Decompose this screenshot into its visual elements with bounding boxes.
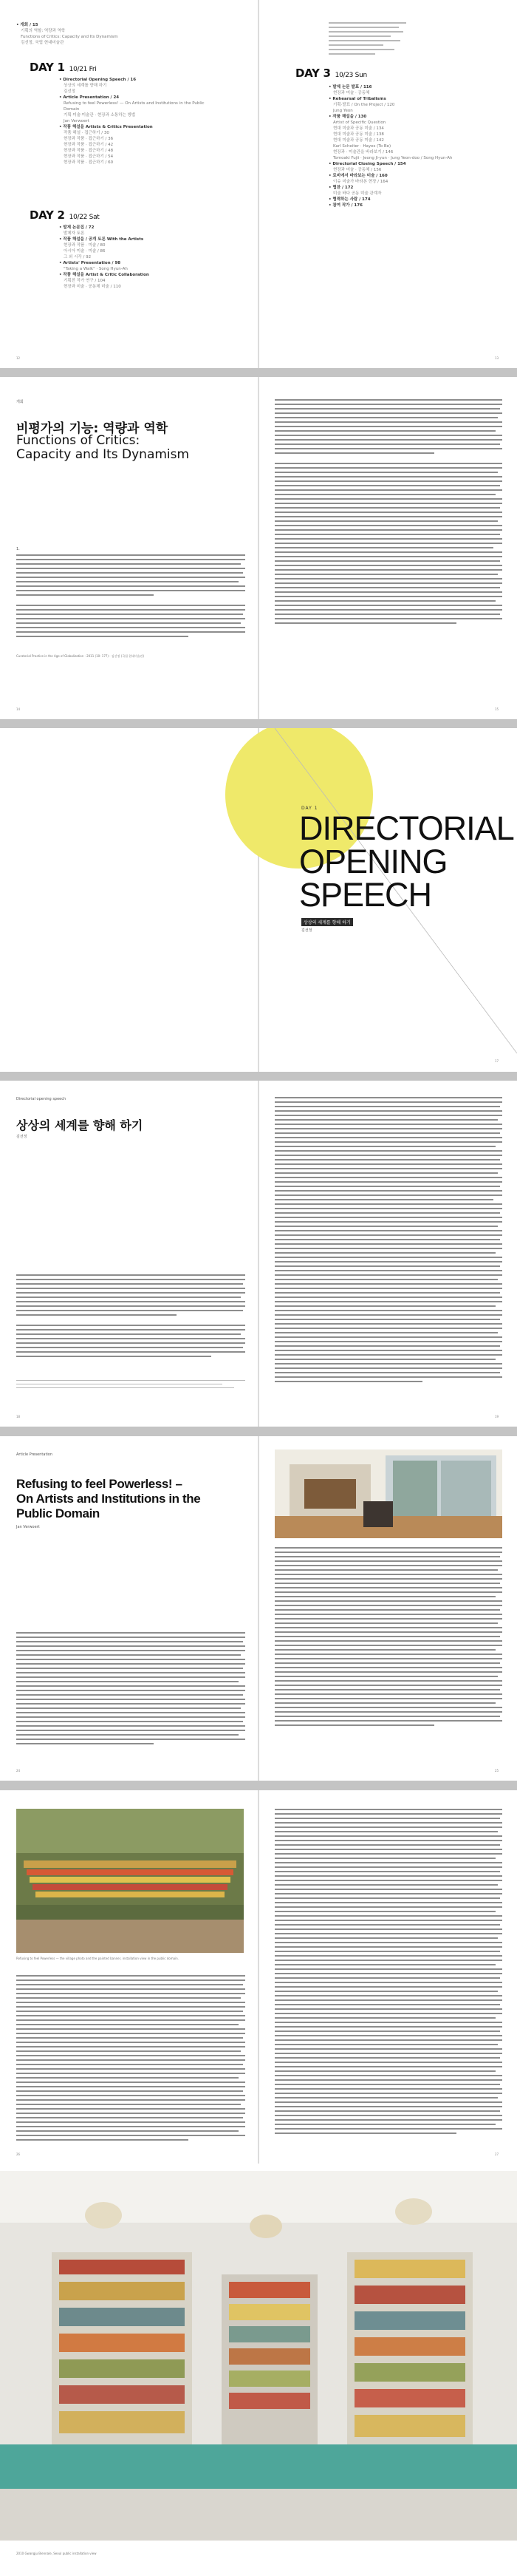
- day2-date: 10/22 Sat: [69, 214, 100, 221]
- interior-photo-illustration: [275, 1450, 502, 1538]
- author: 김선정: [16, 1135, 27, 1139]
- body-text-left: [16, 554, 245, 640]
- body-text-right: [275, 1809, 502, 2137]
- schedule-item-detail: Tomoaki Fujii · Jeong Ji-yun · Jung Yeon-doo / Song Hyun-Ah: [333, 156, 453, 160]
- schedule-item-detail: Refusing to feel Powerless! — On Artists and Institutions in the Public Domain: [64, 101, 205, 112]
- day2-label: DAY 2: [30, 208, 65, 222]
- page-number-right: 27: [495, 2152, 499, 2156]
- schedule-item-detail: Functions of Critics: Capacity and Its Dynamism: [21, 35, 118, 39]
- schedule-item-detail: 기획의 역할: 역량과 역학: [21, 29, 66, 33]
- schedule-item-detail: 기획전 작가 연구 / 104: [64, 279, 106, 283]
- schedule-item-detail: 김선정, 국립 현대미술관: [21, 41, 64, 45]
- schedule-item-title: • Article Presentation / 24: [59, 95, 120, 100]
- body-text-left: [16, 1632, 245, 1747]
- gutter: [258, 1790, 259, 2164]
- schedule-item-detail: 현장과 작품 · 접근하기 / 54: [64, 154, 114, 159]
- schedule-item-detail: 현장과 작품 · 접근하기 / 42: [64, 143, 114, 147]
- schedule-item-title: • 협력하는 사람 / 174: [329, 197, 371, 202]
- title-english-line-1: Functions of Critics:: [16, 433, 140, 448]
- day1-date: 10/21 Fri: [69, 66, 97, 73]
- day2-heading: [30, 208, 100, 222]
- schedule-item-detail: Artist of Specific Question: [333, 120, 386, 125]
- body-text-left: [16, 1274, 245, 1360]
- subtitle-badge: 상상의 세계를 향해 하기: [301, 918, 353, 926]
- page-number-right: 13: [495, 356, 499, 360]
- schedule-item-detail: 현장과 작품 · 접근하기 / 48: [64, 149, 114, 153]
- page-number-right: 19: [495, 1415, 499, 1418]
- body-text-right: [275, 1547, 502, 1729]
- schedule-item-detail: 이슈 미술가 바라본 현장 / 164: [333, 180, 388, 184]
- schedule-item-detail: Jan Verwoert: [64, 119, 89, 123]
- schedule-item-detail: 현장과 작품 · 접근하기 / 60: [64, 160, 114, 165]
- gutter: [258, 1081, 259, 1427]
- schedule-item-detail: 상상의 세계를 향해 하기: [64, 84, 107, 88]
- day1-schedule: [59, 77, 207, 166]
- schedule-item-detail: 현장과 미술 · 공동체: [333, 91, 370, 95]
- schedule-item-detail: 현장과 · 미술관을 바라보기 / 146: [333, 150, 394, 154]
- schedule-item-detail: 작품 해설 · 접근하기 / 30: [64, 131, 109, 135]
- title-english-line-2: Capacity and Its Dynamism: [16, 447, 190, 462]
- photo-lanterns-courtyard: [16, 1809, 244, 1953]
- title-line-1: DIRECTORIAL: [299, 809, 514, 847]
- page-number-left: 18: [16, 1415, 21, 1418]
- page-number: 17: [495, 1059, 499, 1063]
- schedule-item-title: • 작품 해설을 / 130: [329, 115, 367, 119]
- schedule-item-detail: 미술 바다 공동 미술 관계자: [333, 191, 382, 196]
- day2-schedule: [59, 225, 207, 290]
- title-line-1: Refusing to feel Powerless! –: [16, 1477, 182, 1491]
- spread-opening-speech-text: [0, 1081, 517, 1427]
- schedule-item-detail: 발제자 토론: [64, 231, 85, 236]
- spread-refusing-powerless: [0, 1436, 517, 1781]
- spread-opening-speech-title: [0, 728, 517, 1072]
- schedule-item-detail: 현대 미술과 공동 미술 / 142: [333, 138, 384, 143]
- day3-heading: [295, 67, 367, 80]
- schedule-item-detail: 현장과 미술 · 공동체 미술 / 110: [64, 285, 121, 289]
- schedule-item-title: • 작품 해설을 Artist & Critic Collaboration: [59, 273, 149, 277]
- gutter: [258, 1436, 259, 1781]
- title-line-2: On Artists and Institutions in the: [16, 1492, 201, 1506]
- title-korean: 비평가의 기능: 역량과 역학: [16, 421, 168, 436]
- lanterns-photo-illustration: [16, 1809, 244, 1953]
- schedule-item-detail: 기획·발표 / On the Project / 120: [333, 103, 395, 107]
- body-text-right: [275, 399, 502, 627]
- schedule-item-title: • Artists' Presentation / 98: [59, 261, 121, 265]
- page-number-right: 15: [495, 707, 499, 711]
- day-label: DAY 1: [301, 806, 318, 811]
- title-korean: 상상의 세계를 향해 하기: [16, 1118, 143, 1132]
- photo-shop-interior: [0, 2171, 517, 2541]
- schedule-item-title: • Directorial Closing Speech / 154: [329, 162, 406, 166]
- spread-schedule: [0, 0, 517, 368]
- top-schedule-block: [16, 22, 120, 46]
- title-line-2: OPENING: [299, 843, 448, 880]
- running-head: Article Presentation: [16, 1452, 53, 1457]
- body-text-right: [275, 1097, 502, 1385]
- footnotes-left: [16, 1380, 245, 1391]
- photo-interior-window: [275, 1450, 502, 1538]
- author: Jan Verwoert: [16, 1525, 40, 1529]
- section-mark: 1.: [16, 547, 20, 551]
- schedule-item-detail: 아시아 미술 · 미술 / 86: [64, 249, 106, 254]
- author: 김선정: [301, 928, 312, 933]
- title-line-3: SPEECH: [299, 876, 432, 914]
- page-number-left: 26: [16, 2152, 21, 2156]
- schedule-item-detail: 현대 미술과 공동 미술 / 138: [333, 132, 384, 137]
- photo-caption-2: 2010 Gwangju Biennale, Seoul public installation view: [16, 2552, 97, 2555]
- schedule-item-detail: Karl Scheiter · Hayes (To Be): [333, 144, 391, 149]
- schedule-item-detail: 현장과 작품 · 미술 / 80: [64, 243, 106, 248]
- body-text-left: [16, 1975, 245, 2144]
- spread-photos: [0, 1790, 517, 2576]
- page-number-left: 12: [16, 356, 21, 360]
- running-head: Directorial opening speech: [16, 1097, 66, 1101]
- day1-heading: [30, 61, 96, 74]
- day3-schedule: [329, 84, 502, 208]
- schedule-item-detail: 기획·미술·미술관 · 현장과 소통하는 방법: [64, 113, 136, 118]
- schedule-item-title: • 발제 논문집 / 72: [59, 225, 95, 230]
- schedule-item-title: • 참여 작가 / 176: [329, 203, 363, 208]
- schedule-item-detail: "Taking a Walk" · Song Hyun-Ah: [64, 267, 128, 271]
- schedule-item-title: • 발제 논문 발표 / 116: [329, 85, 372, 89]
- decorative-graphics: [0, 728, 517, 1072]
- shop-photo-illustration: [0, 2171, 517, 2541]
- schedule-item-title: • 협찬 / 172: [329, 186, 354, 190]
- footnote: Curatorial Practice in the Age of Globalization · 2011 (10: 177) · 김선정 (국립 현대미술관): [16, 654, 145, 658]
- day3-label: DAY 3: [295, 67, 331, 80]
- title-line-3: Public Domain: [16, 1506, 100, 1520]
- schedule-item-title: • Directorial Opening Speech / 16: [59, 78, 137, 82]
- page-number-left: 14: [16, 707, 21, 711]
- schedule-item-detail: Jung Yeon: [333, 109, 353, 113]
- schedule-item-detail: 김선정: [64, 89, 75, 94]
- spread-functions-of-critics: [0, 377, 517, 719]
- schedule-item-detail: 그 외 시각 / 92: [64, 255, 92, 259]
- gutter: [258, 0, 259, 368]
- schedule-item-title: • Rehearsal of Tribalisms: [329, 97, 386, 101]
- schedule-item-detail: 현장과 작품 · 접근하기 / 36: [64, 137, 114, 141]
- day3-date: 10/23 Sun: [335, 72, 367, 79]
- schedule-item-title: • 작품 해설을 Artists & Critics Presentation: [59, 125, 153, 129]
- schedule-item-title: • 개회 / 15: [16, 23, 38, 27]
- page-number-right: 25: [495, 1769, 499, 1773]
- schedule-item-detail: 현대 미술과 공동 미술 / 134: [333, 126, 384, 131]
- gutter: [258, 377, 259, 719]
- schedule-item-detail: 현장과 미술 · 공동체 / 156: [333, 168, 382, 172]
- photo-caption-1: Refusing to feel Powerless — the village photo and the painted banner, installation view in the public domain.: [16, 1957, 179, 1960]
- schedule-item-title: • 로비에서 바라보는 미술 / 160: [329, 174, 388, 178]
- schedule-item-title: • 작품 해설을 / 공개 토론 With the Artists: [59, 237, 144, 242]
- top-right-contents: [329, 22, 406, 58]
- page-number-left: 24: [16, 1769, 21, 1773]
- day1-label: DAY 1: [30, 61, 65, 74]
- kicker: 개회: [16, 400, 24, 404]
